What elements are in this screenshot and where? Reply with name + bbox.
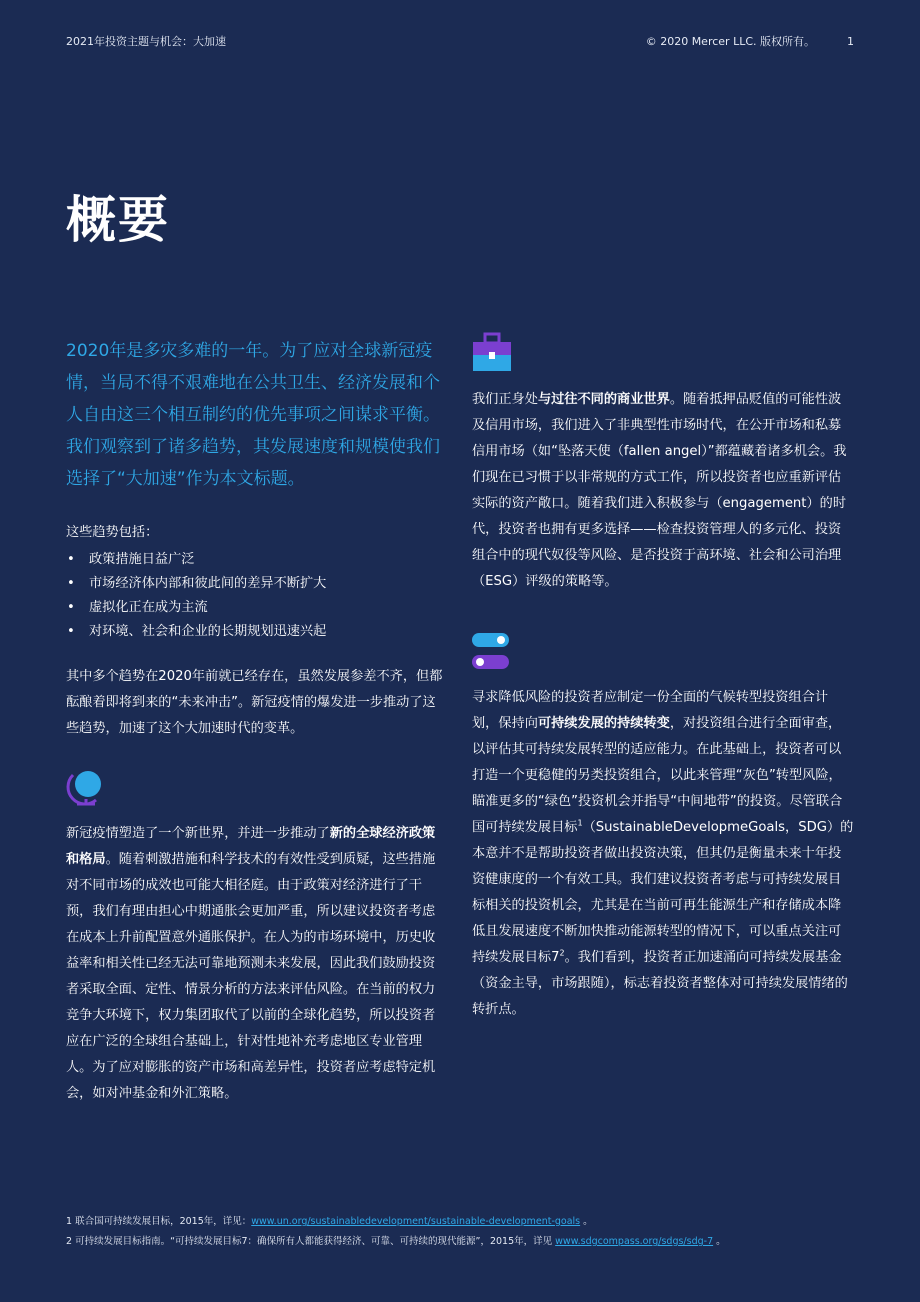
page-number: 1 — [847, 35, 854, 48]
header-right — [646, 33, 854, 49]
list-item: • 对环境、社会和企业的长期规划迅速兴起 — [66, 620, 448, 644]
footnote-1: 1 联合国可持续发展目标，2015年，详见：www.un.org/sustainabledevelopment/sustainable-development-goals 。 — [66, 1216, 593, 1227]
footnote-link-2[interactable]: www.sdgcompass.org/sdgs/sdg-7 — [555, 1236, 714, 1247]
toggle-on-icon — [472, 633, 509, 647]
business-world-paragraph: 我们正身处与过往不同的商业世界。随着抵押品贬值的可能性波及信用市场，我们进入了非典型性市场时代，在公开市场和私募信用市场（如“坠落天使（fallen angel）”都蕴藏着诸多机会。我们现在已习惯于以非常规的方式工作，所以投资者也应重新评估实际的资产敞口。随着我们进入积极参与（engagement）的时代，投资者也拥有更多选择——检查投资管理人的多元化、投资组合中的现代奴役等风险、是否投资于高环境、社会和公司治理（ESG）评级的策略等。 — [472, 392, 847, 589]
globe-icon — [66, 767, 106, 807]
toggle-off-icon — [472, 655, 509, 669]
bold-phrase: 可持续发展的持续转变 — [537, 716, 670, 731]
trends-list — [66, 548, 448, 644]
footnote-2: 2 可持续发展目标指南。“可持续发展目标7：确保所有人都能获得经济、可靠、可持续的现代能源”，2015年，详见 www.sdgcompass.org/sdgs/sdg-7 。 — [66, 1236, 726, 1247]
toggle-icon — [472, 633, 512, 669]
global-policy-paragraph: 新冠疫情塑造了一个新世界，并进一步推动了新的全球经济政策和格局。随着刺激措施和科学技术的有效性受到质疑，这些措施对不同市场的成效也可能大相径庭。由于政策对经济进行了干预，我们有理由担心中期通胀会更加严重，所以建议投资者考虑在成本上升前配置意外通胀保护。在人为的市场环境中，历史收益率和相关性已经无法可靠地预测未来发展，因此我们鼓励投资者采取全面、定性、情景分析的方法来评估风险。在当前的权力竞争大环境下，权力集团取代了以前的全球化趋势，所以投资者应在广泛的全球组合基础上，针对性地补充考虑地区专业管理人。为了应对膨胀的资产市场和高差异性，投资者应考虑特定机会，如对冲基金和外汇策略。 — [66, 826, 436, 1101]
list-item: • 虚拟化正在成为主流 — [66, 596, 448, 620]
page-title: 概要 — [66, 190, 170, 249]
trends-intro: 这些趋势包括： — [66, 525, 159, 540]
footnote-ref: 1 — [577, 818, 583, 828]
copyright: © 2020 Mercer LLC. 版权所有。 — [645, 35, 815, 48]
list-item: • 市场经济体内部和彼此间的差异不断扩大 — [66, 572, 448, 596]
trends-paragraph: 其中多个趋势在2020年前就已经存在，虽然发展参差不齐，但都酝酿着即将到来的“未来冲击”。新冠疫情的爆发进一步推动了这些趋势，加速了这个大加速时代的变革。 — [66, 669, 443, 736]
footnote-link-1[interactable]: www.un.org/sustainabledevelopment/sustainable-development-goals — [251, 1216, 581, 1227]
bold-phrase: 新的全球经济政策和格局 — [66, 826, 436, 867]
left-column — [66, 335, 448, 1107]
header-title: 2021年投资主题与机会：大加速 — [66, 35, 226, 48]
list-item: • 政策措施日益广泛 — [66, 548, 448, 572]
briefcase-icon — [472, 332, 512, 372]
footnote-ref: 2 — [559, 948, 565, 958]
lead-paragraph: 2020年是多灾多难的一年。为了应对全球新冠疫情，当局不得不艰难地在公共卫生、经济发展和个人自由这三个相互制约的优先事项之间谋求平衡。我们观察到了诸多趋势，其发展速度和规模使我们选择了“大加速”作为本文标题。 — [66, 341, 440, 489]
right-column — [472, 332, 854, 1023]
bold-phrase: 与过往不同的商业世界 — [537, 392, 670, 407]
sustainability-paragraph: 寻求降低风险的投资者应制定一份全面的气候转型投资组合计划，保持向可持续发展的持续转变，对投资组合进行全面审查，以评估其可持续发展转型的适应能力。在此基础上，投资者可以打造一个更稳健的另类投资组合，以此来管理“灰色”转型风险，瞄准更多的“绿色”投资机会并指导“中间地带”的投资。尽管联合国可持续发展目标$^1$（SustainableDevelopmeGoals，SDG）的本意并不是帮助投资者做出投资决策，但其仍是衡量未来十年投资健康度的一个有效工具。我们建议投资者考虑与可持续发展目标相关的投资机会，尤其是在当前可再生能源生产和存储成本降低且发展速度不断加快推动能源转型的情况下，可以重点关注可持续发展目标$7^2$。我们看到，投资者正加速涌向可持续发展基金（资金主导，市场跟随），标志着投资者整体对可持续发展情绪的转折点。 — [472, 690, 854, 1017]
